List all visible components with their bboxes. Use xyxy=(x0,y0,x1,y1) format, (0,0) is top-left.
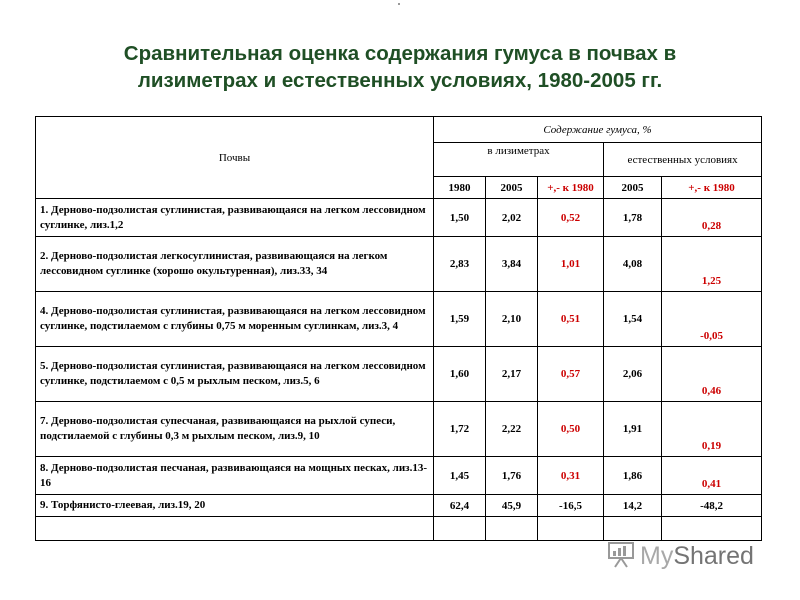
value-diff: 0,52 xyxy=(538,199,604,237)
table-row xyxy=(36,237,762,292)
value-1980: 1,72 xyxy=(434,402,486,457)
value-diff-natural: 0,28 xyxy=(662,199,762,237)
value-2005: 2,17 xyxy=(486,347,538,402)
table-row xyxy=(36,347,762,402)
header-soils: Почвы xyxy=(36,117,434,199)
value-1980: 2,83 xyxy=(434,237,486,292)
soil-name: 4. Дерново-подзолистая суглинистая, развивающаяся на легком лессовидном суглинке, подстилаемом с глубины 0,75 м моренным суглинкам, лиз.3, 4 xyxy=(36,292,434,347)
presentation-board-icon xyxy=(606,539,636,574)
header-lysimeters: в лизиметрах xyxy=(434,143,604,177)
table-row xyxy=(36,495,762,517)
page-title xyxy=(60,40,740,94)
value-2005-natural: 1,54 xyxy=(604,292,662,347)
value-1980: 62,4 xyxy=(434,495,486,517)
value-diff-natural: 1,25 xyxy=(662,237,762,292)
header-humus-content: Содержание гумуса, % xyxy=(434,117,762,143)
table-row xyxy=(36,199,762,237)
table-row xyxy=(36,457,762,495)
value-diff: 0,31 xyxy=(538,457,604,495)
value-diff-natural: -48,2 xyxy=(662,495,762,517)
value-2005: 3,84 xyxy=(486,237,538,292)
header-2005-natural: 2005 xyxy=(604,177,662,199)
value-2005-natural: 1,78 xyxy=(604,199,662,237)
header-diff: +,- к 1980 xyxy=(538,177,604,199)
value-diff: 1,01 xyxy=(538,237,604,292)
title-line-2: лизиметрах и естественных условиях, 1980-2005 гг. xyxy=(137,69,663,92)
value-1980: 1,59 xyxy=(434,292,486,347)
watermark-shared: Shared xyxy=(673,541,754,570)
value-2005-natural: 4,08 xyxy=(604,237,662,292)
title-line-1: Сравнительная оценка содержания гумуса в почвах в xyxy=(123,42,677,65)
value-diff-natural: -0,05 xyxy=(662,292,762,347)
watermark xyxy=(606,540,754,572)
soil-name: 7. Дерново-подзолистая супесчаная, развивающаяся на рыхлой супеси, подстилаемой с глубины 0,3 м рыхлым песком, лиз.9, 10 xyxy=(36,402,434,457)
humus-table xyxy=(35,116,762,541)
value-2005: 1,76 xyxy=(486,457,538,495)
value-1980: 1,60 xyxy=(434,347,486,402)
value-2005-natural: 2,06 xyxy=(604,347,662,402)
stray-dot xyxy=(398,3,400,5)
empty-cell xyxy=(434,517,486,541)
watermark-my: My xyxy=(640,541,674,570)
table-row xyxy=(36,402,762,457)
empty-cell xyxy=(486,517,538,541)
header-1980: 1980 xyxy=(434,177,486,199)
empty-cell xyxy=(538,517,604,541)
value-diff: 0,51 xyxy=(538,292,604,347)
value-2005-natural: 1,86 xyxy=(604,457,662,495)
soil-name: 8. Дерново-подзолистая песчаная, развивающаяся на мощных песках, лиз.13-16 xyxy=(36,457,434,495)
table-row xyxy=(36,292,762,347)
soil-name: 2. Дерново-подзолистая легкосуглинистая, развивающаяся на легком лессовидном суглинке (хорошо окультуренная), лиз.33, 34 xyxy=(36,237,434,292)
soil-name: 1. Дерново-подзолистая суглинистая, развивающаяся на легком лессовидном суглинке, лиз.1,2 xyxy=(36,199,434,237)
header-diff-natural: +,- к 1980 xyxy=(662,177,762,199)
value-2005: 2,10 xyxy=(486,292,538,347)
value-diff-natural: 0,41 xyxy=(662,457,762,495)
value-2005: 2,22 xyxy=(486,402,538,457)
value-1980: 1,45 xyxy=(434,457,486,495)
watermark-text xyxy=(640,542,754,571)
value-diff: -16,5 xyxy=(538,495,604,517)
table-row-empty xyxy=(36,517,762,541)
value-2005-natural: 1,91 xyxy=(604,402,662,457)
value-diff: 0,50 xyxy=(538,402,604,457)
value-diff-natural: 0,19 xyxy=(662,402,762,457)
soil-name: 9. Торфянисто-глеевая, лиз.19, 20 xyxy=(36,495,434,517)
value-2005: 45,9 xyxy=(486,495,538,517)
empty-cell xyxy=(36,517,434,541)
value-2005: 2,02 xyxy=(486,199,538,237)
soil-name: 5. Дерново-подзолистая суглинистая, развивающаяся на легком лессовидном суглинке, подстилаемом с 0,5 м рыхлым песком, лиз.5, 6 xyxy=(36,347,434,402)
header-natural: естественных условиях xyxy=(604,143,762,177)
header-2005: 2005 xyxy=(486,177,538,199)
empty-cell xyxy=(604,517,662,541)
value-diff-natural: 0,46 xyxy=(662,347,762,402)
value-1980: 1,50 xyxy=(434,199,486,237)
empty-cell xyxy=(662,517,762,541)
value-2005-natural: 14,2 xyxy=(604,495,662,517)
value-diff: 0,57 xyxy=(538,347,604,402)
